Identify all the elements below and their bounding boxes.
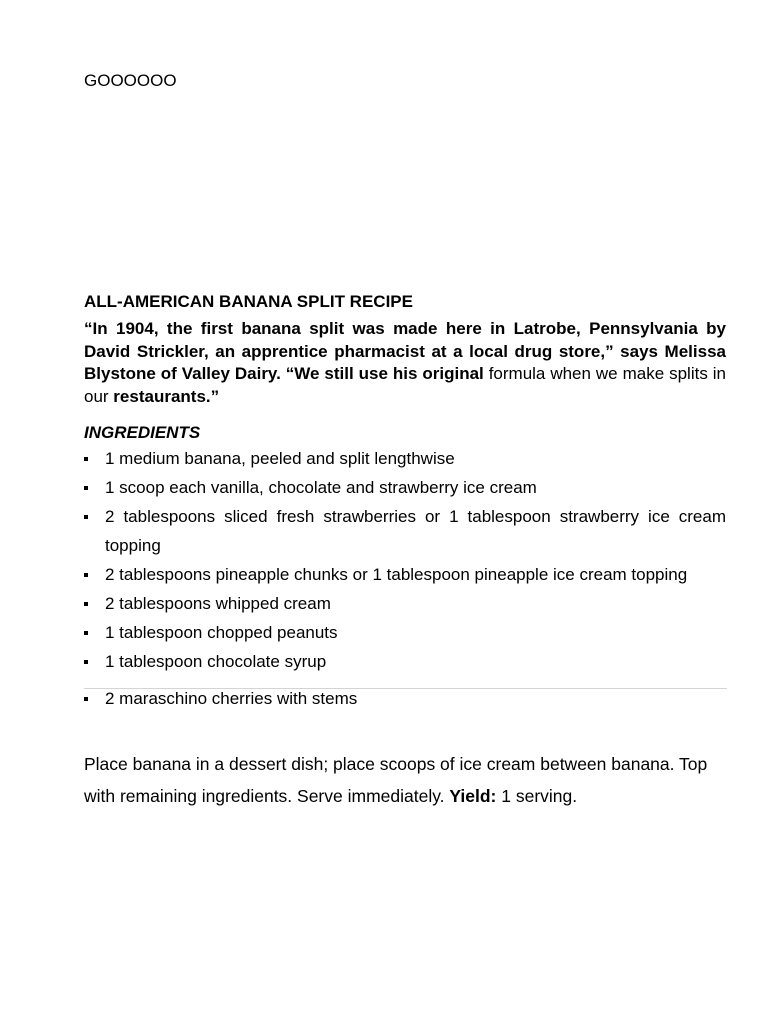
bullet-icon bbox=[84, 515, 88, 519]
bullet-icon bbox=[84, 457, 88, 461]
yield-value: 1 serving. bbox=[496, 786, 578, 806]
ingredient-text: 2 tablespoons whipped cream bbox=[105, 594, 331, 613]
recipe-title: ALL-AMERICAN BANANA SPLIT RECIPE bbox=[84, 292, 413, 311]
ingredient-item bbox=[84, 560, 726, 589]
ingredient-text: 2 tablespoons sliced fresh strawberries or 1 tablespoon strawberry ice cream topping bbox=[105, 507, 726, 555]
recipe-directions bbox=[84, 748, 732, 812]
ingredient-text: 1 scoop each vanilla, chocolate and strawberry ice cream bbox=[105, 478, 537, 497]
ingredient-text: 1 medium banana, peeled and split lengthwise bbox=[105, 449, 455, 468]
ingredients-heading: INGREDIENTS bbox=[84, 423, 201, 442]
bullet-icon bbox=[84, 486, 88, 490]
bullet-icon bbox=[84, 573, 88, 577]
bullet-icon bbox=[84, 631, 88, 635]
ingredient-text: 1 tablespoon chocolate syrup bbox=[105, 652, 327, 671]
ingredient-item bbox=[84, 647, 726, 676]
ingredient-item bbox=[84, 589, 726, 618]
bullet-icon bbox=[84, 660, 88, 664]
intro-quote-normal: formula when we make splits in our bbox=[84, 364, 726, 406]
intro-quote-end: restaurants.” bbox=[113, 386, 220, 406]
ingredients-list bbox=[84, 444, 726, 676]
ingredient-item bbox=[84, 502, 726, 560]
ingredient-item bbox=[84, 618, 726, 647]
directions-text: Place banana in a dessert dish; place scoops of ice cream between banana. Top with remaining ingredients. Serve immediately. bbox=[84, 754, 708, 806]
header-text: GOOOOOO bbox=[84, 71, 177, 90]
ingredient-text: 1 tablespoon chopped peanuts bbox=[105, 623, 338, 642]
recipe-intro bbox=[84, 318, 726, 408]
ingredient-item bbox=[84, 473, 726, 502]
ingredient-item bbox=[84, 686, 357, 712]
ingredient-text: 2 maraschino cherries with stems bbox=[105, 689, 358, 708]
bullet-icon bbox=[84, 602, 88, 606]
ingredient-text: 2 tablespoons pineapple chunks or 1 tablespoon pineapple ice cream topping bbox=[105, 565, 688, 584]
yield-label: Yield: bbox=[449, 786, 497, 806]
intro-quote-bold: “In 1904, the first banana split was made here in Latrobe, Pennsylvania by David Strickler, an apprentice pharmacist at a local drug store,” says Melissa Blystone of Valley Dairy. “We still use his original bbox=[84, 319, 726, 384]
ingredient-item bbox=[84, 444, 726, 473]
bullet-icon bbox=[84, 697, 88, 701]
